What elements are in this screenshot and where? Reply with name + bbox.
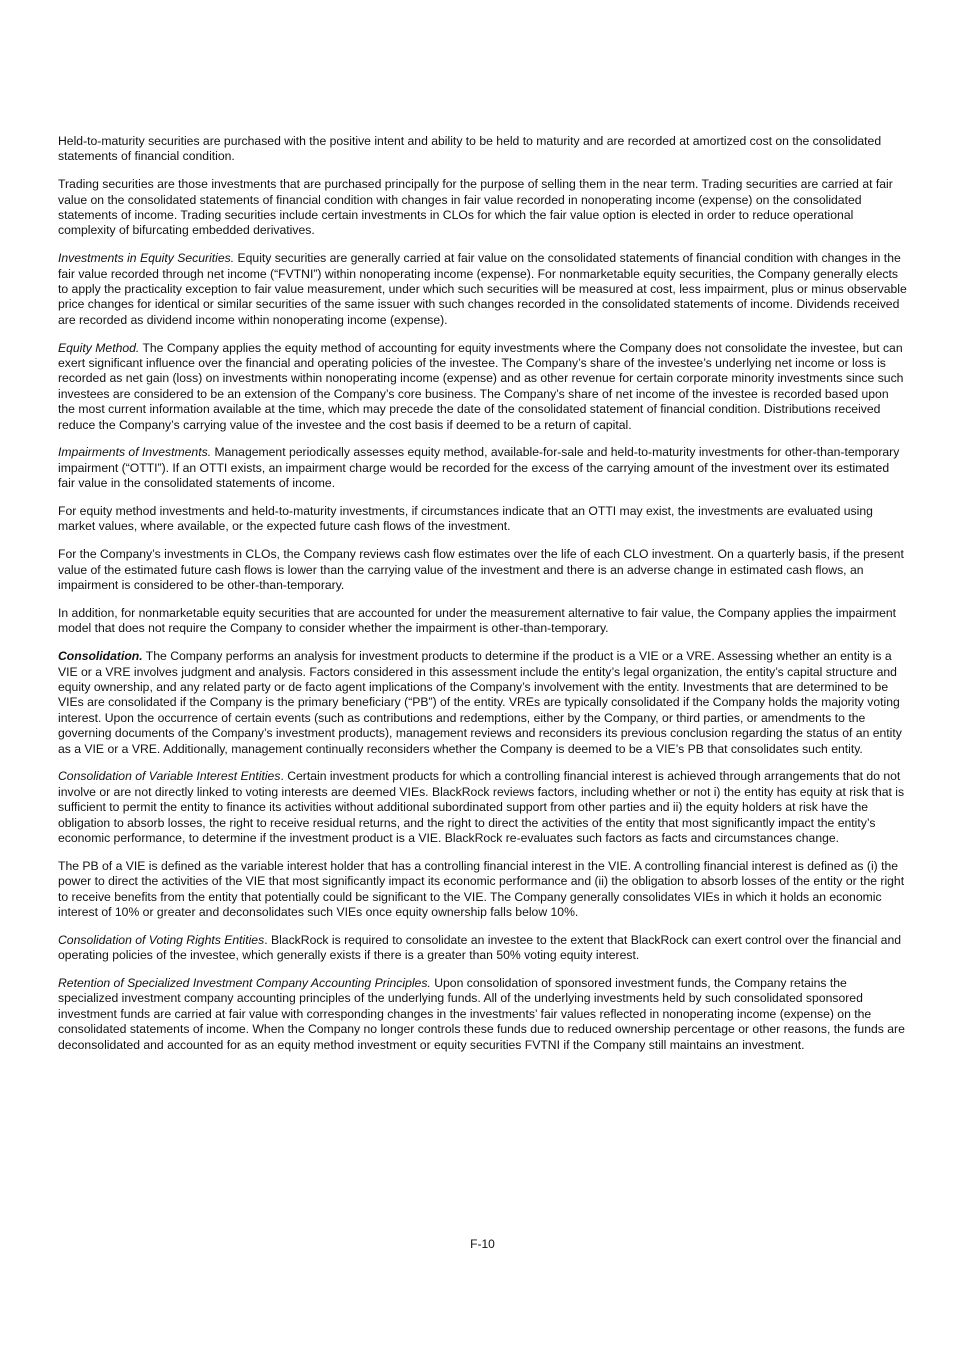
paragraph-heading: Equity Method. [58,340,140,355]
paragraph-nonmarketable-equity: In addition, for nonmarketable equity securities that are accounted for under the measurement alternative to fair value, the Company applies the impairment model that does not require the Company to consider whether the impairment is other-than-temporary. [58,605,897,636]
paragraph-held-to-maturity: Held-to-maturity securities are purchased with the positive intent and ability to be held to maturity and are recorded at amortized cost on the consolidated statements of financial condition. [58,134,882,164]
paragraph-consolidation: Consolidation. The Company performs an analysis for investment products to determine if the product is a VIE or a VRE. Assessing whether an entity is a VIE or a VRE involves judgment and analysis. Factors considered in this assessment include the entity’s legal organization, the entity’s capital structure and equity ownership, and any related party or de facto agent implications of the Company’s involvement with the entity. Investments that are determined to be VIEs are consolidated if the Company is the primary beneficiary (“PB”) of the entity. VREs are typically consolidated if the Company holds the majority voting interest. Upon the occurrence of certain events (such as contributions and redemptions, either by the Company, or third parties, or amendments to the governing documents of the Company’s investment products), management reviews and reconsiders its previous conclusion regarding the status of an entity as a VIE or a VRE. Additionally, management continually reconsiders whether the Company is deemed to be a VIE’s PB that consolidates such entity. [58,649,902,756]
paragraph-heading: Consolidation of Variable Interest Entities [58,769,281,784]
paragraph-heading: Consolidation of Voting Rights Entities [58,932,265,947]
paragraph-pb-definition: The PB of a VIE is defined as the variable interest holder that has a controlling financial interest in the VIE. A controlling financial interest is defined as (i) the power to direct the activities of the VIE that most significantly impact its economic performance and (ii) the obligation to absorb losses of the entity or the right to receive benefits from the entity that potentially could be significant to the VIE. The Company generally consolidates VIEs in which it holds an economic interest of 10% or greater and deconsolidates such VIEs once equity ownership falls below 10%. [58,858,905,919]
paragraph-voting-rights-entities: Consolidation of Voting Rights Entities. BlackRock is required to consolidate an investee to the extent that BlackRock can exert control over the financial and operating policies of the investee, which generally exists if there is a greater than 50% voting equity interest. [58,932,901,963]
paragraph-heading: Investments in Equity Securities. [58,251,235,266]
paragraph-trading-securities: Trading securities are those investments that are purchased principally for the purpose of selling them in the near term. Trading securities are carried at fair value on the consolidated statements of financial condition with changes in fair value recorded in nonoperating income (expense) on the consolidated statements of income. Trading securities include certain investments in CLOs for which the fair value option is elected in order to reduce operational complexity of bifurcating embedded derivatives. [58,177,893,238]
page-number: F-10 [470,1237,495,1251]
paragraph-impairments: Impairments of Investments. Management periodically assesses equity method, available-for-sale and held-to-maturity investments for other-than-temporary impairment (“OTTI”). If an OTTI exists, an impairment charge would be recorded for the excess of the carrying amount of the investment over its estimated fair value in the consolidated statements of income. [58,445,900,491]
paragraph-clo-investments: For the Company’s investments in CLOs, the Company reviews cash flow estimates over the life of each CLO investment. On a quarterly basis, if the present value of the estimated future cash flows is lower than the carrying value of the investment and there is an adverse change in estimated cash flows, an impairment is considered to be other-than-temporary. [58,547,904,593]
paragraph-investments-equity-securities: Investments in Equity Securities. Equity securities are generally carried at fair value on the consolidated statements of financial condition with changes in the fair value recorded through net income (“FVTNI”) within nonoperating income (expense). For nonmarketable equity securities, the Company generally elects to apply the practicality exception to fair value measurement, under which such securities will be measured at cost, less impairment, plus or minus observable price changes for identical or similar securities of the same issuer with such changes recorded in the consolidated statements of income. Dividends received are recorded as dividend income within nonoperating income (expense). [58,251,907,327]
paragraph-equity-method-otti: For equity method investments and held-to-maturity investments, if circumstances indicate that an OTTI may exist, the investments are evaluated using market values, where available, or the expected future cash flows of the investment. [58,504,873,534]
section-heading: Consolidation. [58,649,143,664]
paragraph-heading: Retention of Specialized Investment Company Accounting Principles. [58,975,431,990]
paragraph-specialized-accounting: Retention of Specialized Investment Company Accounting Principles. Upon consolidation of sponsored investment funds, the Company retains the specialized investment company accounting principles of the underlying funds. All of the underlying investments held by such consolidated sponsored investment funds are carried at fair value with corresponding changes in the investments’ fair values reflected in nonoperating income (expense) on the consolidated statements of income. When the Company no longer controls these funds due to reduced ownership percentage or other reasons, the funds are deconsolidated and accounted for as an equity method investment or equity securities FVTNI if the Company still maintains an investment. [58,975,905,1052]
paragraph-variable-interest-entities: Consolidation of Variable Interest Entities. Certain investment products for which a controlling financial interest is achieved through arrangements that do not involve or are not directly linked to voting interests are deemed VIEs. BlackRock reviews factors, including whether or not i) the entity has equity at risk that is sufficient to permit the entity to finance its activities without additional subordinated support from other parties and ii) the equity holders at risk have the obligation to absorb losses, the right to receive residual returns, and the right to direct the activities of the entity that most significantly impact the entity’s economic performance, to determine if the investment product is a VIE. BlackRock re-evaluates such factors as facts and circumstances change. [58,769,905,845]
paragraph-equity-method: Equity Method. The Company applies the equity method of accounting for equity investments where the Company does not consolidate the investee, but can exert significant influence over the financial and operating policies of the investee. The Company’s share of the investee’s underlying net income or loss is recorded as net gain (loss) on investments within nonoperating income (expense) and as other revenue for certain corporate minority investments since such investees are considered to be an extension of the Company’s core business. The Company’s share of net income of the investee is recorded based upon the most current information available at the time, which may precede the date of the consolidated statement of financial condition. Distributions received reduce the Company’s carrying value of the investee and the cost basis if deemed to be a return of capital. [58,340,904,432]
paragraph-heading: Impairments of Investments. [58,445,212,460]
document-body [58,134,908,1065]
